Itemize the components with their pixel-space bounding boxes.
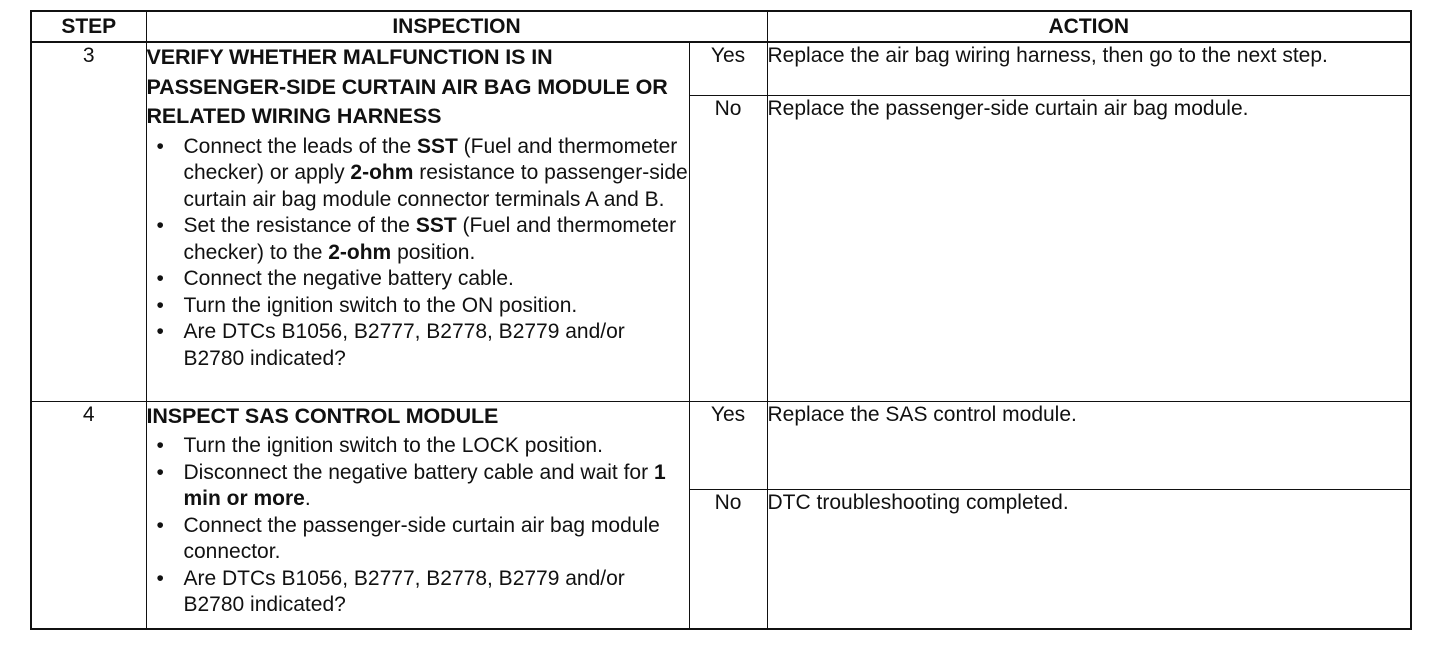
bullet-item: • Are DTCs B1056, B2777, B2778, B2779 and/or B2780 indicated? bbox=[184, 319, 689, 372]
bullet-item: • Connect the negative battery cable. bbox=[184, 266, 689, 293]
header-inspection: INSPECTION bbox=[146, 11, 767, 42]
inspection-title: VERIFY WHETHER MALFUNCTION IS IN PASSENGER-SIDE CURTAIN AIR BAG MODULE OR RELATED WIRING HARNESS bbox=[146, 45, 668, 128]
inspection-title: INSPECT SAS CONTROL MODULE bbox=[146, 403, 499, 428]
step-number: 3 bbox=[31, 42, 146, 401]
no-label: No bbox=[689, 95, 767, 401]
no-label: No bbox=[689, 489, 767, 629]
troubleshooting-table bbox=[30, 10, 1412, 630]
inspection-bullets bbox=[147, 134, 689, 373]
step-3-yes-row bbox=[31, 42, 1411, 95]
step-number: 4 bbox=[31, 401, 146, 629]
bullet-item: • Set the resistance of the SST (Fuel and thermometer checker) to the 2-ohm position. bbox=[184, 213, 689, 266]
step-3-inspection bbox=[146, 42, 689, 401]
no-action: Replace the passenger-side curtain air bag module. bbox=[767, 95, 1411, 401]
header-row bbox=[31, 11, 1411, 42]
inspection-bullets bbox=[147, 433, 689, 619]
yes-label: Yes bbox=[689, 42, 767, 95]
bullet-item: • Are DTCs B1056, B2777, B2778, B2779 and/or B2780 indicated? bbox=[184, 566, 689, 619]
yes-action: Replace the air bag wiring harness, then go to the next step. bbox=[767, 42, 1411, 95]
bullet-item: • Disconnect the negative battery cable and wait for 1 min or more. bbox=[184, 460, 689, 513]
bullet-item: • Connect the passenger-side curtain air bag module connector. bbox=[184, 513, 689, 566]
yes-label: Yes bbox=[689, 401, 767, 489]
bullet-item: • Turn the ignition switch to the LOCK position. bbox=[184, 433, 689, 460]
yes-action: Replace the SAS control module. bbox=[767, 401, 1411, 489]
step-4-yes-row bbox=[31, 401, 1411, 489]
no-action: DTC troubleshooting completed. bbox=[767, 489, 1411, 629]
bullet-item: • Connect the leads of the SST (Fuel and thermometer checker) or apply 2-ohm resistance to passenger-side curtain air bag module connector terminals A and B. bbox=[184, 134, 689, 214]
header-step: STEP bbox=[31, 11, 146, 42]
bullet-item: • Turn the ignition switch to the ON position. bbox=[184, 293, 689, 320]
step-4-inspection bbox=[146, 401, 689, 629]
header-action: ACTION bbox=[767, 11, 1411, 42]
